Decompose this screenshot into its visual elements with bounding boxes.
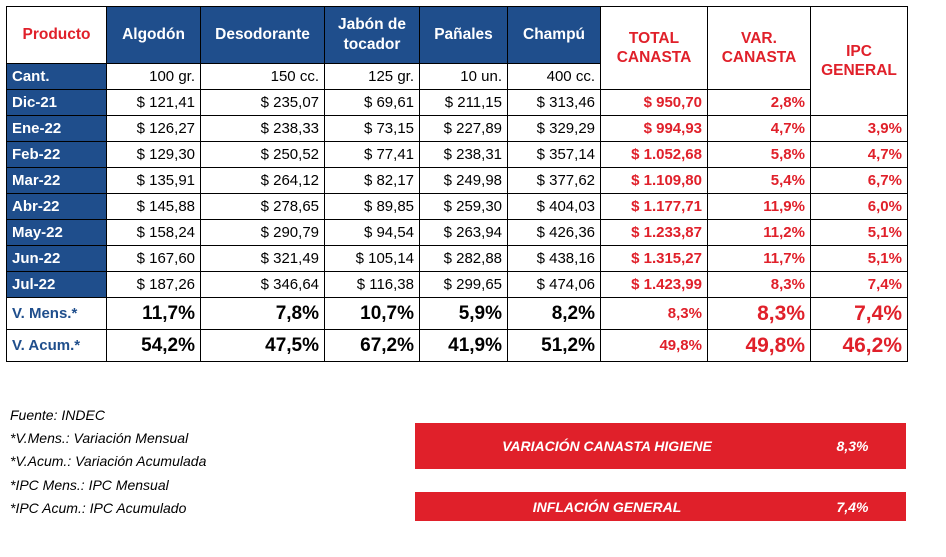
var-cell: 5,4% (708, 168, 811, 194)
banner-label: VARIACIÓN CANASTA HIGIENE (502, 438, 712, 454)
price-cell: $ 321,49 (201, 246, 325, 272)
banner-label: INFLACIÓN GENERAL (532, 498, 682, 515)
var-cell: 11,2% (708, 220, 811, 246)
month-label: Feb-22 (7, 142, 107, 168)
price-cell: $ 69,61 (325, 90, 420, 116)
price-cell: $ 259,30 (420, 194, 508, 220)
accum-row (7, 330, 908, 362)
month-label: Abr-22 (7, 194, 107, 220)
ipc-cell: 5,1% (811, 220, 908, 246)
total-cell: $ 1.109,80 (601, 168, 708, 194)
month-label: Ene-22 (7, 116, 107, 142)
ipc-cell: 7,4% (811, 272, 908, 298)
note-line: *IPC Mens.: IPC Mensual (10, 476, 169, 493)
price-cell: $ 263,94 (420, 220, 508, 246)
summary-total: 8,3% (601, 298, 708, 330)
price-cell: $ 94,54 (325, 220, 420, 246)
month-label: Dic-21 (7, 90, 107, 116)
banner-value: 7,4% (836, 498, 869, 515)
qty-cell: 100 gr. (107, 64, 201, 90)
month-label: Mar-22 (7, 168, 107, 194)
price-cell: $ 158,24 (107, 220, 201, 246)
price-cell: $ 167,60 (107, 246, 201, 272)
summary-cell: 47,5% (201, 330, 325, 362)
table-row (7, 194, 908, 220)
price-cell: $ 73,15 (325, 116, 420, 142)
summary-var: 49,8% (708, 330, 811, 362)
price-cell: $ 129,30 (107, 142, 201, 168)
total-cell: $ 1.233,87 (601, 220, 708, 246)
price-cell: $ 299,65 (420, 272, 508, 298)
table-row (7, 220, 908, 246)
month-label: Jun-22 (7, 246, 107, 272)
header-item: Desodorante (201, 7, 325, 64)
summary-cell: 54,2% (107, 330, 201, 362)
price-cell: $ 238,31 (420, 142, 508, 168)
price-cell: $ 404,03 (508, 194, 601, 220)
summary-cell: 5,9% (420, 298, 508, 330)
header-item: Algodón (107, 7, 201, 64)
price-cell: $ 357,14 (508, 142, 601, 168)
price-cell: $ 290,79 (201, 220, 325, 246)
ipc-cell: 4,7% (811, 142, 908, 168)
table-row (7, 116, 908, 142)
summary-ipc: 7,4% (811, 298, 908, 330)
var-cell: 8,3% (708, 272, 811, 298)
total-cell: $ 994,93 (601, 116, 708, 142)
var-cell: 11,7% (708, 246, 811, 272)
summary-cell: 51,2% (508, 330, 601, 362)
summary-cell: 11,7% (107, 298, 201, 330)
summary-cell: 67,2% (325, 330, 420, 362)
price-cell: $ 438,16 (508, 246, 601, 272)
table-row (7, 90, 908, 116)
total-cell: $ 950,70 (601, 90, 708, 116)
note-line: *IPC Acum.: IPC Acumulado (10, 499, 187, 516)
price-cell: $ 126,27 (107, 116, 201, 142)
ipc-cell: 6,0% (811, 194, 908, 220)
summary-ipc: 46,2% (811, 330, 908, 362)
price-cell: $ 313,46 (508, 90, 601, 116)
price-cell: $ 77,41 (325, 142, 420, 168)
var-cell: 4,7% (708, 116, 811, 142)
month-label: Jul-22 (7, 272, 107, 298)
table-row (7, 168, 908, 194)
month-label: May-22 (7, 220, 107, 246)
var-cell: 2,8% (708, 90, 811, 116)
note-line: Fuente: INDEC (10, 407, 105, 423)
banner-inflacion-general (415, 492, 906, 521)
summary-var: 8,3% (708, 298, 811, 330)
price-cell: $ 211,15 (420, 90, 508, 116)
summary-cell: 10,7% (325, 298, 420, 330)
price-cell: $ 121,41 (107, 90, 201, 116)
price-cell: $ 282,88 (420, 246, 508, 272)
price-cell: $ 116,38 (325, 272, 420, 298)
table-row (7, 142, 908, 168)
note-line: *V.Mens.: Variación Mensual (10, 430, 189, 447)
price-cell: $ 249,98 (420, 168, 508, 194)
price-cell: $ 474,06 (508, 272, 601, 298)
price-cell: $ 264,12 (201, 168, 325, 194)
table-row (7, 272, 908, 298)
price-cell: $ 145,88 (107, 194, 201, 220)
ipc-cell: 6,7% (811, 168, 908, 194)
price-cell: $ 135,91 (107, 168, 201, 194)
header-product: Producto (7, 7, 107, 64)
qty-cell: 125 gr. (325, 64, 420, 90)
header-item: Pañales (420, 7, 508, 64)
header-var: VAR. CANASTA (708, 7, 811, 90)
table-row (7, 246, 908, 272)
ipc-cell: 5,1% (811, 246, 908, 272)
qty-cell: 10 un. (420, 64, 508, 90)
price-cell: $ 82,17 (325, 168, 420, 194)
monthly-row (7, 298, 908, 330)
summary-label: V. Mens.* (7, 298, 107, 330)
header-item: Champú (508, 7, 601, 64)
notes (10, 404, 206, 520)
price-cell: $ 426,36 (508, 220, 601, 246)
header-item: Jabón de tocador (325, 7, 420, 64)
price-cell: $ 377,62 (508, 168, 601, 194)
qty-cell: 150 cc. (201, 64, 325, 90)
qty-cell: 400 cc. (508, 64, 601, 90)
price-cell: $ 227,89 (420, 116, 508, 142)
summary-cell: 8,2% (508, 298, 601, 330)
price-cell: $ 187,26 (107, 272, 201, 298)
total-cell: $ 1.315,27 (601, 246, 708, 272)
price-cell: $ 89,85 (325, 194, 420, 220)
price-cell: $ 250,52 (201, 142, 325, 168)
summary-label: V. Acum.* (7, 330, 107, 362)
price-cell: $ 238,33 (201, 116, 325, 142)
price-cell: $ 235,07 (201, 90, 325, 116)
price-cell: $ 346,64 (201, 272, 325, 298)
summary-cell: 7,8% (201, 298, 325, 330)
qty-label: Cant. (7, 64, 107, 90)
var-cell: 5,8% (708, 142, 811, 168)
summary-total: 49,8% (601, 330, 708, 362)
ipc-cell: 3,9% (811, 116, 908, 142)
total-cell: $ 1.177,71 (601, 194, 708, 220)
note-line: *V.Acum.: Variación Acumulada (10, 453, 207, 470)
price-cell: $ 278,65 (201, 194, 325, 220)
header-total: TOTAL CANASTA (601, 7, 708, 90)
price-table (6, 6, 908, 362)
price-cell: $ 329,29 (508, 116, 601, 142)
var-cell: 11,9% (708, 194, 811, 220)
banner-canasta-higiene (415, 423, 906, 469)
header-ipc: IPC GENERAL (811, 7, 908, 116)
total-cell: $ 1.423,99 (601, 272, 708, 298)
total-cell: $ 1.052,68 (601, 142, 708, 168)
summary-cell: 41,9% (420, 330, 508, 362)
price-cell: $ 105,14 (325, 246, 420, 272)
banner-value: 8,3% (836, 438, 869, 454)
